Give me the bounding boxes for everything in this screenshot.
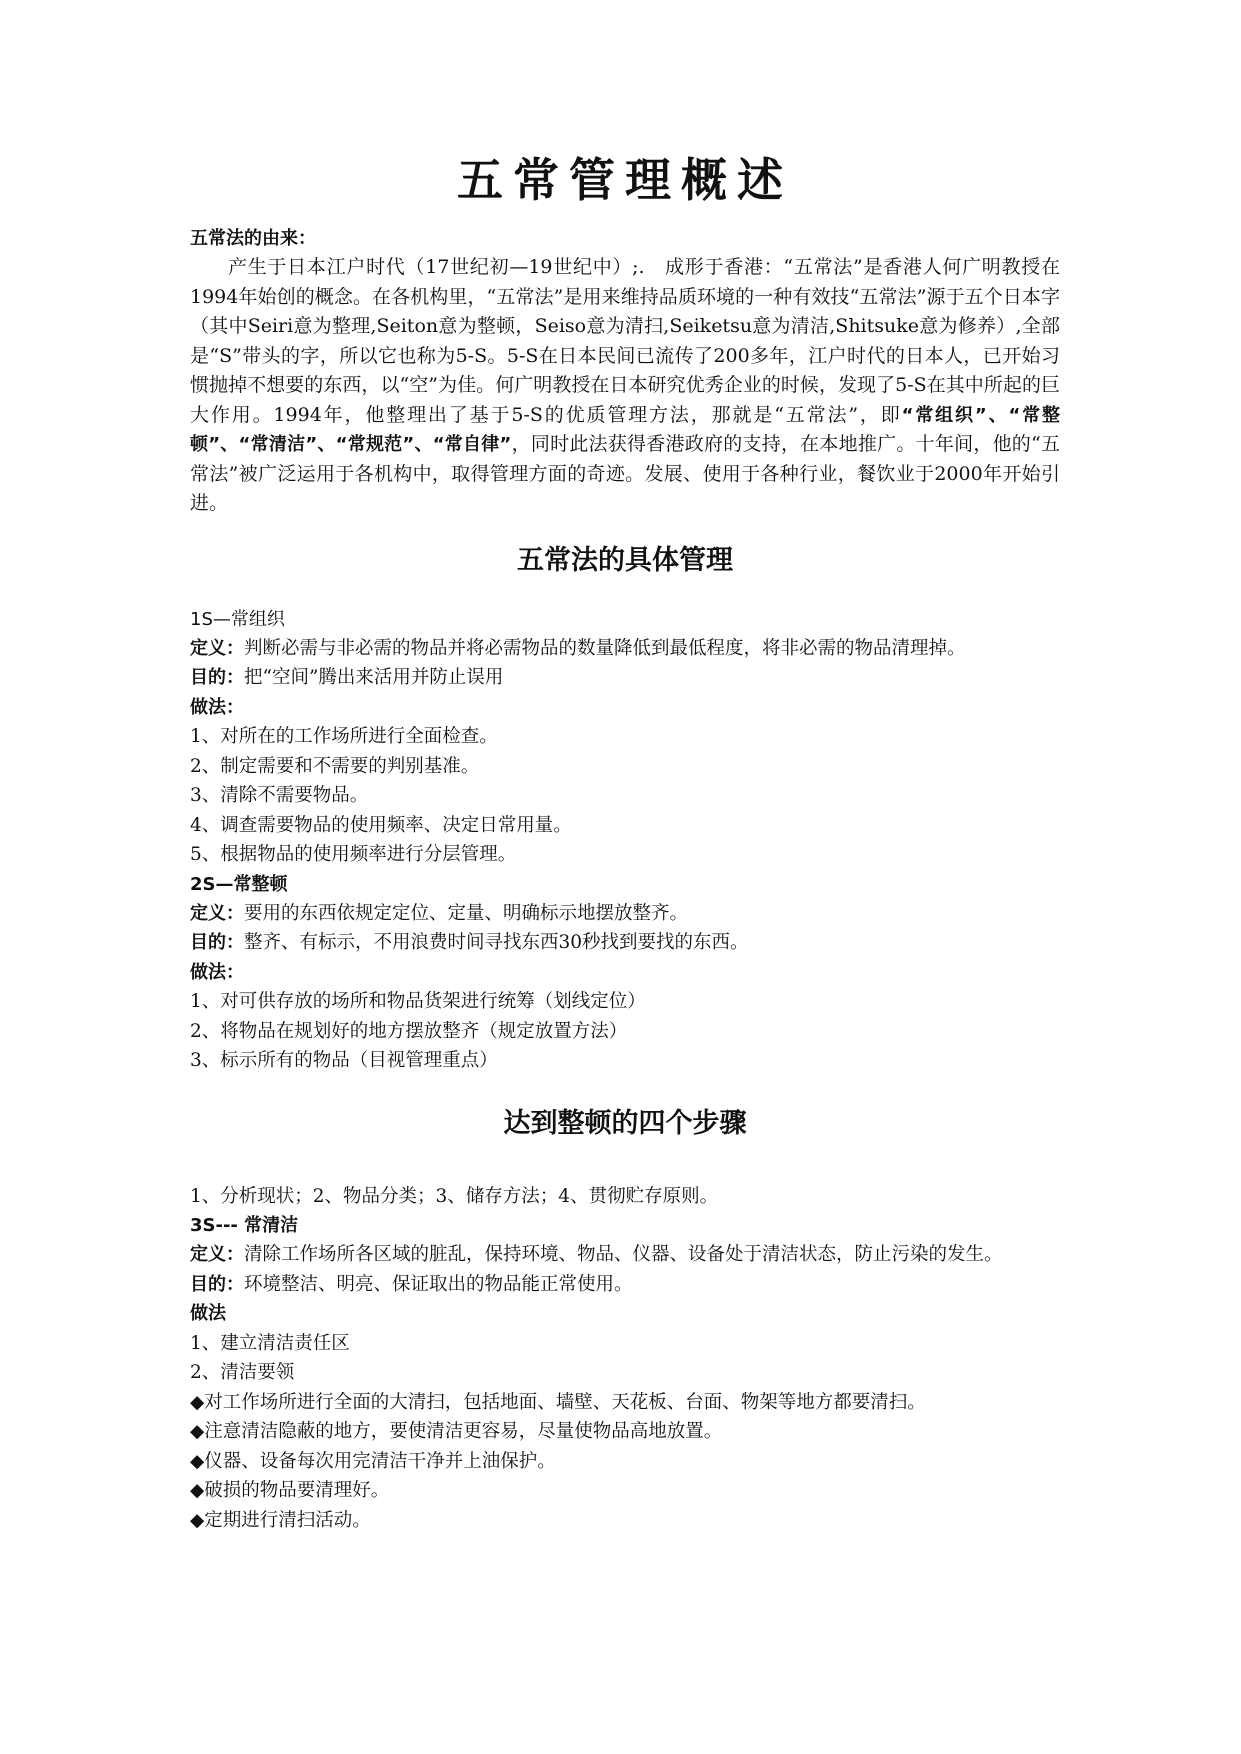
s3-bullet: ◆仪器、设备每次用完清洁干净并上油保护。 xyxy=(190,1450,556,1472)
s3-def-text: 清除工作场所各区域的脏乱，保持环境、物品、仪器、设备处于清洁状态，防止污染的发生。 xyxy=(244,1244,1003,1265)
s3-bullet: ◆定期进行清扫活动。 xyxy=(190,1509,371,1531)
s2-aim-text: 整齐、有标示，不用浪费时间寻找东西30秒找到要找的东西。 xyxy=(244,932,749,953)
s1-step: 4、调查需要物品的使用频率、决定日常用量。 xyxy=(190,814,572,836)
s3-aim-text: 环境整洁、明亮、保证取出的物品能正常使用。 xyxy=(244,1273,633,1295)
s3-aim-label: 目的： xyxy=(190,1273,244,1295)
s2-aim-label: 目的： xyxy=(190,932,244,953)
s1-heading xyxy=(190,605,1060,634)
s3-definition xyxy=(190,1240,1060,1270)
section-title-management: 五常法的具体管理 xyxy=(517,544,733,576)
s1-method xyxy=(190,693,1060,723)
origin-paragraph xyxy=(190,253,1060,519)
origin-text-bold: “常组织”、“常整顿”、“常清洁”、“常规范”、“常自律” xyxy=(190,404,1060,455)
document-page xyxy=(190,150,1060,1535)
s2-heading: 2S—常整顿 xyxy=(190,873,288,895)
section-title-four-steps: 达到整顿的四个步骤 xyxy=(503,1107,747,1139)
s1-step: 1、对所在的工作场所进行全面检查。 xyxy=(190,726,498,747)
s2-definition xyxy=(190,899,1060,929)
s3-def-label: 定义： xyxy=(190,1244,244,1265)
s3-step: 1、建立清洁责任区 xyxy=(190,1332,350,1354)
s3-bullet: ◆破损的物品要清理好。 xyxy=(190,1480,390,1501)
origin-heading: 五常法的由来： xyxy=(190,228,316,249)
s1-def-label: 定义： xyxy=(190,637,244,659)
s1-step: 3、清除不需要物品。 xyxy=(190,785,369,806)
s1-step: 2、制定需要和不需要的判别基准。 xyxy=(190,755,480,777)
s1-aim-label: 目的： xyxy=(190,667,244,688)
s2-step: 3、标示所有的物品（目视管理重点） xyxy=(190,1050,498,1071)
s2-aim xyxy=(190,928,1060,958)
s1-heading-text: 1S—常组织 xyxy=(190,608,285,630)
s3-bullet: ◆注意清洁隐蔽的地方，要使清洁更容易，尽量使物品高地放置。 xyxy=(190,1421,723,1442)
s3-bullet: ◆对工作场所进行全面的大清扫，包括地面、墙壁、天花板、台面、物架等地方都要清扫。 xyxy=(190,1391,926,1413)
s1-step: 5、根据物品的使用频率进行分层管理。 xyxy=(190,844,517,865)
s2-def-text: 要用的东西依规定定位、定量、明确标示地摆放整齐。 xyxy=(244,902,689,924)
s3-method xyxy=(190,1299,1060,1329)
s2-method-label: 做法： xyxy=(190,961,244,983)
s3-aim xyxy=(190,1270,1060,1300)
s1-aim xyxy=(190,663,1060,693)
s1-def-text: 判断必需与非必需的物品并将必需物品的数量降低到最低程度，将非必需的物品清理掉。 xyxy=(244,637,966,659)
s2-step: 2、将物品在规划好的地方摆放整齐（规定放置方法） xyxy=(190,1020,628,1042)
s2-method xyxy=(190,958,1060,988)
s1-method-label: 做法： xyxy=(190,696,244,718)
s1-definition xyxy=(190,634,1060,664)
origin-text-1: 产生于日本江户时代（17世纪初—19世纪中）;. 成形于香港：“五常法”是香港人何广明教授在1994年始创的概念。在各机构里，“五常法”是用来维持品质环境的一种有效技“五常法”源于五个日本字（其中Seiri意为整理,Seiton意为整顿，Seiso意为清扫,Seiketsu意为清洁,Shitsuke意为修养）,全部是“S”带头的字，所以它也称为5-S。5-S在日本民间已流传了200多年，江户时代的日本人，已开始习惯抛掉不想要的东西，以“空”为佳。何广明教授在日本研究优秀企业的时候，发现了5-S在其中所起的巨大作用。1994年，他整理出了基于5-S的优质管理方法，那就是“五常法”，即 xyxy=(190,256,1060,426)
origin-text-2: ，同时此法获得香港政府的支持，在本地推广。十年间，他的“五常法”被广泛运用于各机构中，取得管理方面的奇迹。发展、使用于各种行业，餐饮业于2000年开始引进。 xyxy=(190,433,1061,514)
s1-aim-text: 把“空间”腾出来活用并防止误用 xyxy=(244,667,504,688)
document-title: 五常管理概述 xyxy=(457,153,793,207)
s3-heading: 3S--- 常清洁 xyxy=(190,1215,299,1236)
s3-method-label: 做法 xyxy=(190,1303,226,1324)
s3-step: 2、清洁要领 xyxy=(190,1362,295,1383)
s2-def-label: 定义： xyxy=(190,902,244,924)
s2-step: 1、对可供存放的场所和物品货架进行统筹（划线定位） xyxy=(190,991,646,1012)
four-steps-line: 1、分析现状；2、物品分类；3、储存方法；4、贯彻贮存原则。 xyxy=(190,1185,719,1207)
